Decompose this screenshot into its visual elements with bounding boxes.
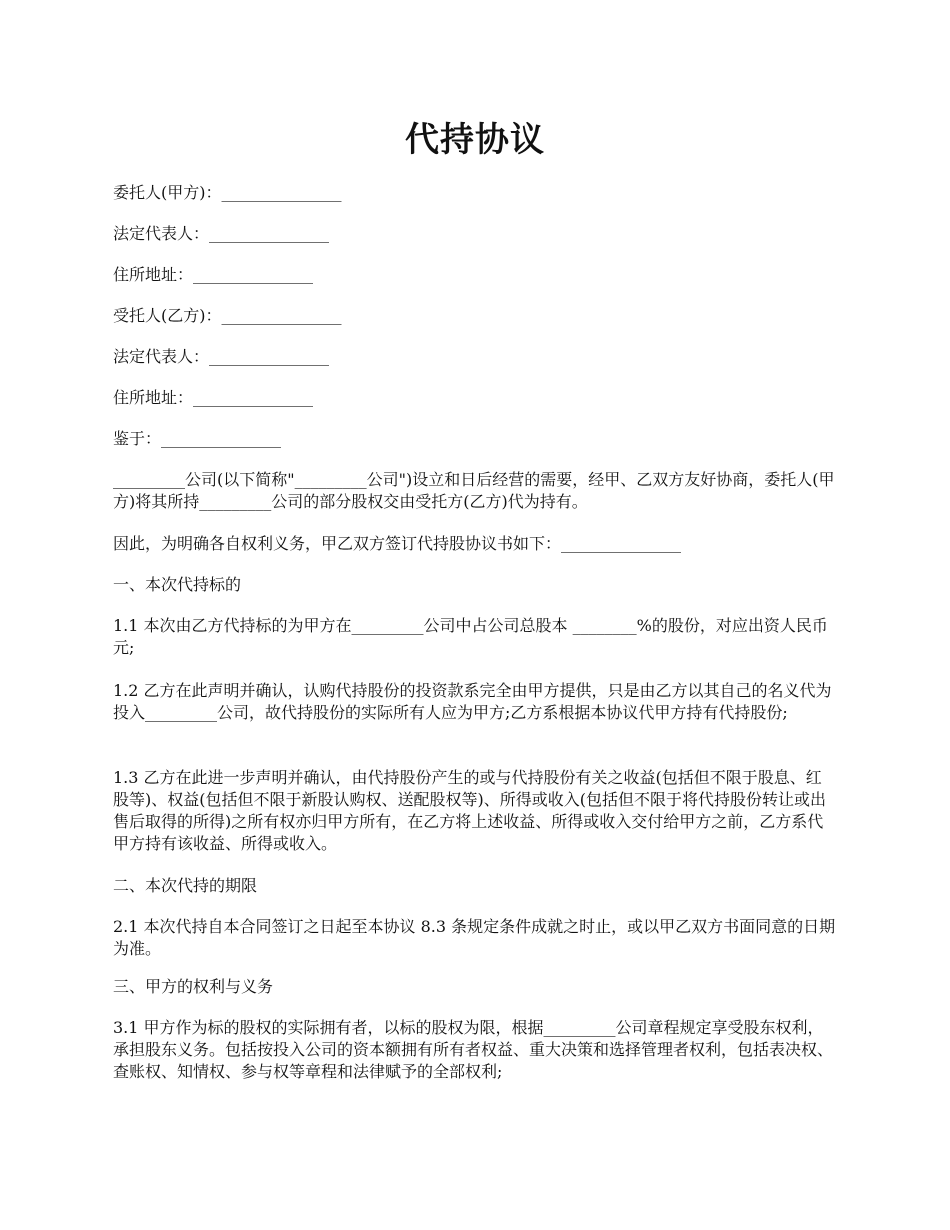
party-b-address-field: 住所地址：_______________	[113, 388, 314, 407]
party-b-representative-field: 法定代表人：_______________	[113, 347, 330, 366]
party-a-address-field: 住所地址：_______________	[113, 265, 314, 284]
clause-3-1: 3.1 甲方作为标的股权的实际拥有者，以标的股权为限，根据_________公司章程规定享受股东权利，承担股东义务。包括按投入公司的资本额拥有所有者权益、重大决策和选择管理者权利，包括表决权、查账权、知情权、参与权等章程和法律赋予的全部权利;	[113, 1018, 834, 1081]
party-a-field: 委托人(甲方)：_______________	[113, 183, 342, 202]
clause-1-2: 1.2 乙方在此声明并确认，认购代持股份的投资款系完全由甲方提供，只是由乙方以其自己的名义代为投入_________公司，故代持股份的实际所有人应为甲方;乙方系根据本协议代甲方持有代持股份;	[113, 681, 832, 722]
document-title: 代持协议	[405, 120, 545, 160]
whereas-field: 鉴于：_______________	[113, 429, 282, 448]
section3-heading: 三、甲方的权利与义务	[113, 977, 274, 996]
section2-heading: 二、本次代持的期限	[113, 876, 258, 895]
party-b-field: 受托人(乙方)：_______________	[113, 306, 342, 325]
intro-paragraph: _________公司(以下简称"_________公司")设立和日后经营的需要，经甲、乙双方友好协商，委托人(甲方)将其所持_________公司的部分股权交由受托方(乙方)代为持有。	[113, 470, 835, 511]
agreement-statement: 因此，为明确各自权利义务，甲乙双方签订代持股协议书如下：_______________	[113, 534, 682, 553]
clause-1-3: 1.3 乙方在此进一步声明并确认，由代持股份产生的或与代持股份有关之收益(包括但不限于股息、红股等)、权益(包括但不限于新股认购权、送配股权等)、所得或收入(包括但不限于将代持股份转让或出售后取得的所得)之所有权亦归甲方所有，在乙方将上述收益、所得或收入交付给甲方之前，乙方系代甲方持有该收益、所得或收入。	[113, 768, 826, 853]
section1-heading: 一、本次代持标的	[113, 575, 242, 594]
clause-1-1: 1.1 本次由乙方代持标的为甲方在_________公司中占公司总股本 ________%的股份，对应出资人民币 元;	[113, 616, 828, 657]
party-a-representative-field: 法定代表人：_______________	[113, 224, 330, 243]
clause-2-1: 2.1 本次代持自本合同签订之日起至本协议 8.3 条规定条件成就之时止，或以甲乙双方书面同意的日期为准。	[113, 917, 836, 958]
